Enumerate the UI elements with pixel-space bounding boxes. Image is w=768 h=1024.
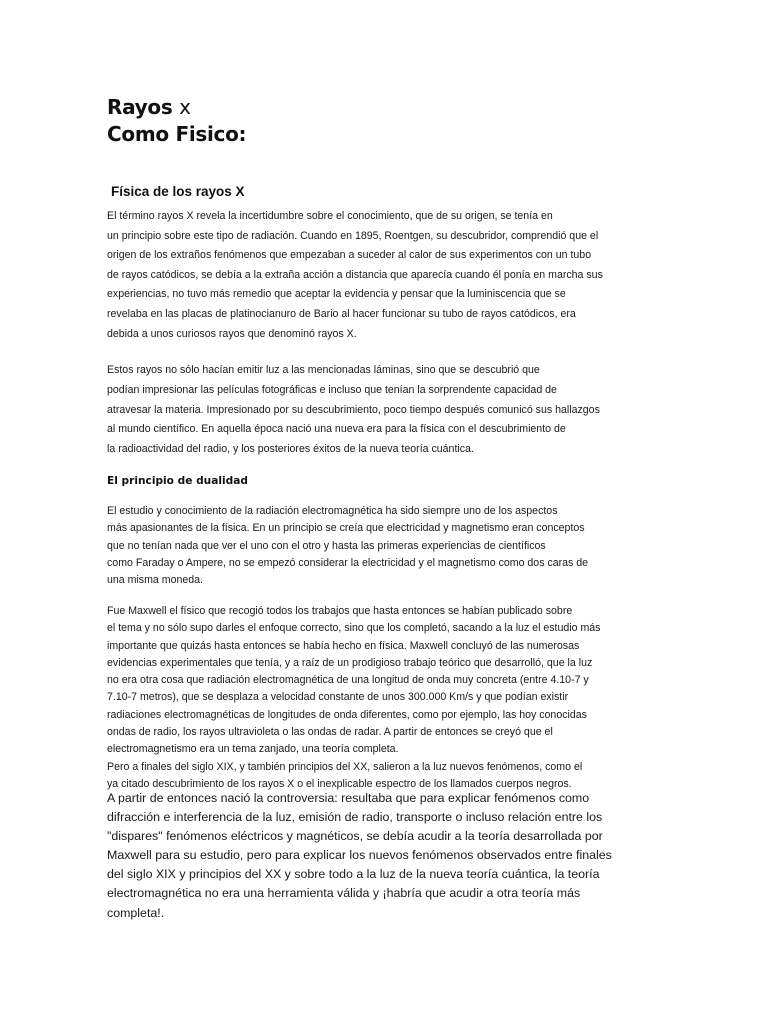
paragraph-line: no era otra cosa que radiación electromagnética de una longitud de onda muy concreta (entre 4.10-7 y xyxy=(107,674,589,687)
paragraph-line: ya citado descubrimiento de los rayos X o el inexplicable espectro de los llamados cuerpos negros. xyxy=(107,777,572,790)
paragraph-2 xyxy=(107,361,667,460)
paragraph-line: Fue Maxwell el físico que recogió todos los trabajos que hasta entonces se habían publicado sobre xyxy=(107,605,573,617)
title-word-rayos: Rayos xyxy=(107,95,173,119)
paragraph-line: una misma moneda. xyxy=(107,574,203,587)
paragraph-line: importante que quizás hasta entonces se había hecho en física. Maxwell concluyó de las numerosas xyxy=(107,639,580,652)
paragraph-line: atravesar la materia. Impresionado por su descubrimiento, poco tiempo después comunicó sus hallazgos xyxy=(107,403,600,416)
paragraph-line: Pero a finales del siglo XIX, y también principios del XX, salieron a la luz nuevos fenómenos, como el xyxy=(107,760,583,773)
paragraph-line: la radioactividad del radio, y los posteriores éxitos de la nueva teoría cuántica. xyxy=(107,443,474,456)
paragraph-line: como Faraday o Ampere, no se empezó considerar la electricidad y el magnetismo como dos caras de xyxy=(107,556,589,569)
document-title xyxy=(107,94,246,148)
paragraph-line: completa!. xyxy=(107,905,165,920)
paragraph-line: evidencias experimentales que tenía, y a raíz de un prodigioso trabajo teórico que desarrolló, que la luz xyxy=(107,656,593,669)
paragraph-3 xyxy=(107,503,667,589)
paragraph-line: podían impresionar las películas fotográficas e incluso que tenían la sorprendente capacidad de xyxy=(107,383,557,396)
section-subtitle: Física de los rayos X xyxy=(111,184,245,199)
paragraph-line: que no tenían nada que ver el uno con el otro y hasta las primeras experiencias de científicos xyxy=(107,539,546,552)
paragraph-line: del siglo XIX y principios del XX y sobre todo a la luz de la nueva teoría cuántica, la teoría xyxy=(107,867,600,882)
paragraph-line: revelaba en las placas de platinocianuro de Bario al hacer funcionar su tubo de rayos catódicos, era xyxy=(107,307,576,320)
paragraph-line: el tema y no sólo supo darles el enfoque correcto, sino que los completó, sacando a la luz el estudio más xyxy=(107,622,601,635)
paragraph-line: electromagnetismo era un tema zanjado, una teoría completa. xyxy=(107,743,399,756)
paragraph-line: radiaciones electromagnéticas de longitudes de onda diferentes, como por ejemplo, las hoy conocidas xyxy=(107,708,587,721)
paragraph-line: El término rayos X revela la incertidumbre sobre el conocimiento, que de su origen, se tenía en xyxy=(107,210,553,222)
paragraph-line: 7.10-7 metros), que se desplaza a velocidad constante de unos 300.000 Km/s y que podían existir xyxy=(107,691,569,704)
paragraph-line: de rayos catódicos, se debía a la extraña acción a distancia que aparecía cuando él ponía en marcha sus xyxy=(107,268,603,281)
paragraph-line: debida a unos curiosos rayos que denominó rayos X. xyxy=(107,327,357,340)
section-heading-dualidad: El principio de dualidad xyxy=(107,475,248,487)
paragraph-4 xyxy=(107,603,667,793)
paragraph-line: experiencias, no tuvo más remedio que aceptar la evidencia y pensar que la luminiscencia que se xyxy=(107,288,566,301)
paragraph-line: difracción e interferencia de la luz, emisión de radio, transporte o incluso relación entre los xyxy=(107,810,603,825)
title-line-1 xyxy=(107,95,191,119)
paragraph-5 xyxy=(107,789,667,923)
paragraph-line: El estudio y conocimiento de la radiación electromagnética ha sido siempre uno de los aspectos xyxy=(107,505,558,517)
paragraph-1 xyxy=(107,207,667,344)
paragraph-line: Maxwell para su estudio, pero para explicar los nuevos fenómenos observados entre finales xyxy=(107,848,612,863)
paragraph-line: al mundo científico. En aquella época nació una nueva era para la física con el descubrimiento de xyxy=(107,423,566,436)
title-word-x: x xyxy=(179,95,191,119)
paragraph-line: origen de los extraños fenómenos que empezaban a suceder al calor de sus experimentos con un tubo xyxy=(107,249,592,262)
paragraph-line: A partir de entonces nació la controversia: resultaba que para explicar fenómenos como xyxy=(107,791,590,805)
paragraph-line: ondas de radio, los rayos ultravioleta o las ondas de radar. A partir de entonces se creyó que el xyxy=(107,726,553,739)
paragraph-line: "dispares" fenómenos eléctricos y magnéticos, se debía acudir a la teoría desarrollada por xyxy=(107,829,603,844)
paragraph-line: un principio sobre este tipo de radiación. Cuando en 1895, Roentgen, su descubridor, comprendió que el xyxy=(107,229,599,242)
paragraph-line: electromagnética no era una herramienta válida y ¡habría que acudir a otra teoría más xyxy=(107,886,581,901)
paragraph-line: más apasionantes de la física. En un principio se creía que electricidad y magnetismo eran conceptos xyxy=(107,522,585,535)
paragraph-line: Estos rayos no sólo hacían emitir luz a las mencionadas láminas, sino que se descubrió que xyxy=(107,364,540,376)
title-line-2: Como Fisico: xyxy=(107,122,247,146)
